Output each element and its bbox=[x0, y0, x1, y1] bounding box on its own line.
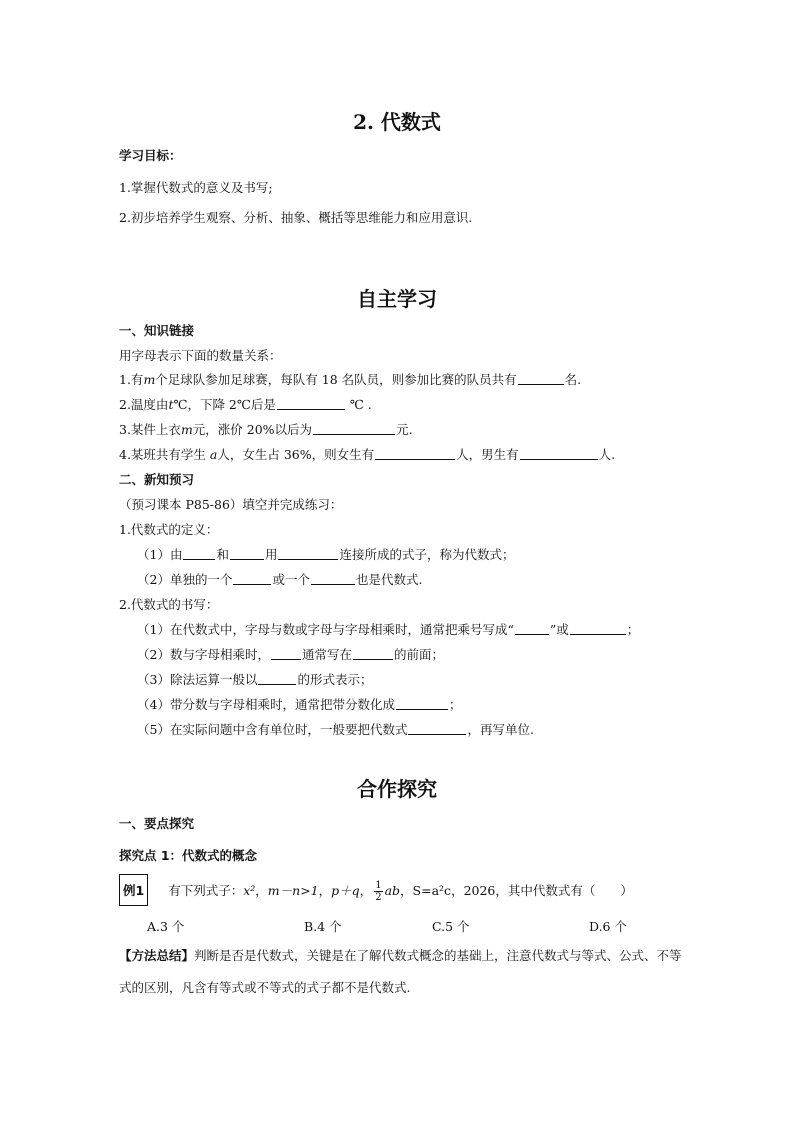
question-4: 4.某班共有学生 a人，女生占 36%，则女生有 人，男生有 人. bbox=[119, 447, 616, 462]
option-c[interactable]: C.5 个 bbox=[432, 919, 470, 934]
definition-1: （1）由 和 用 连接所成的式子，称为代数式； bbox=[137, 547, 515, 562]
answer-blank[interactable] bbox=[183, 547, 215, 560]
answer-blank[interactable] bbox=[277, 397, 345, 410]
writing-rule-5: （5）在实际问题中含有单位时，一般要把代数式 ，再写单位. bbox=[137, 722, 534, 737]
writing-rule-1: （1）在代数式中，字母与数或字母与字母相乘时，通常把乘号写成“ ”或 ； bbox=[137, 622, 640, 637]
point-heading: 探究点 1：代数式的概念 bbox=[119, 848, 258, 863]
summary-text: 判断是否是代数式，关键是在了解代数式概念的基础上，注意代数式与等式、公式、不等式的区别，凡含有等式或不等式的式子都不是代数式. bbox=[119, 948, 682, 995]
answer-blank[interactable] bbox=[313, 422, 395, 435]
summary-label: 【方法总结】 bbox=[119, 948, 195, 963]
option-d[interactable]: D.6 个 bbox=[589, 919, 627, 934]
answer-blank[interactable] bbox=[375, 447, 455, 460]
section-title-self-study: 自主学习 bbox=[357, 287, 437, 311]
objective-item: 1.掌握代数式的意义及书写; bbox=[119, 180, 273, 195]
section-title-cooperation: 合作探究 bbox=[357, 777, 437, 801]
option-b[interactable]: B.4 个 bbox=[304, 919, 342, 934]
answer-blank[interactable] bbox=[278, 547, 338, 560]
answer-blank[interactable] bbox=[271, 647, 301, 660]
answer-blank[interactable] bbox=[233, 572, 271, 585]
answer-blank[interactable] bbox=[518, 372, 564, 385]
answer-blank[interactable] bbox=[311, 572, 355, 585]
answer-blank[interactable] bbox=[258, 672, 296, 685]
answer-blank[interactable] bbox=[570, 622, 626, 635]
example-1: 例1 有下列式子：x²，m－n>1，p＋q， $\frac{1}{2}$ ab，S=a²c，2026，其中代数式有（ ） bbox=[119, 874, 633, 906]
method-summary bbox=[119, 940, 691, 1004]
key-points-heading: 一、要点探究 bbox=[119, 816, 195, 831]
question-2: 2.温度由t℃，下降 2℃后是 ℃ . bbox=[119, 397, 372, 412]
knowledge-link-heading: 一、知识链接 bbox=[119, 323, 195, 338]
question-3: 3.某件上衣m元，涨价 20%以后为 元. bbox=[119, 422, 413, 437]
answer-blank[interactable] bbox=[515, 622, 549, 635]
answer-blank[interactable] bbox=[230, 547, 264, 560]
answer-blank[interactable] bbox=[520, 447, 598, 460]
fraction: $\frac{1}{2}$ bbox=[375, 880, 382, 903]
intro-text: 用字母表示下面的数量关系： bbox=[119, 348, 282, 363]
objective-item: 2.初步培养学生观察、分析、抽象、概括等思维能力和应用意识. bbox=[119, 210, 473, 225]
definition-heading: 1.代数式的定义： bbox=[119, 522, 219, 537]
definition-2: （2）单独的一个 或一个 也是代数式. bbox=[137, 572, 423, 587]
writing-rule-3: （3）除法运算一般以 的形式表示； bbox=[137, 672, 373, 687]
writing-rule-4: （4）带分数与字母相乘时，通常把带分数化成 ； bbox=[137, 697, 462, 712]
preview-intro: （预习课本 P85-86）填空并完成练习： bbox=[119, 497, 343, 512]
answer-blank[interactable] bbox=[396, 697, 448, 710]
writing-rule-2: （2）数与字母相乘时， 通常写在 的前面； bbox=[137, 647, 444, 662]
example-label: 例1 bbox=[119, 874, 148, 906]
objectives-heading: 学习目标： bbox=[119, 148, 182, 163]
writing-heading: 2.代数式的书写： bbox=[119, 597, 219, 612]
option-a[interactable]: A.3 个 bbox=[147, 919, 185, 934]
new-knowledge-heading: 二、新知预习 bbox=[119, 472, 195, 487]
page-title: 2. 代数式 bbox=[353, 110, 441, 134]
answer-blank[interactable] bbox=[353, 647, 393, 660]
question-1: 1.有m个足球队参加足球赛，每队有 18 名队员，则参加比赛的队员共有 名. bbox=[119, 372, 582, 387]
answer-blank[interactable] bbox=[408, 722, 466, 735]
